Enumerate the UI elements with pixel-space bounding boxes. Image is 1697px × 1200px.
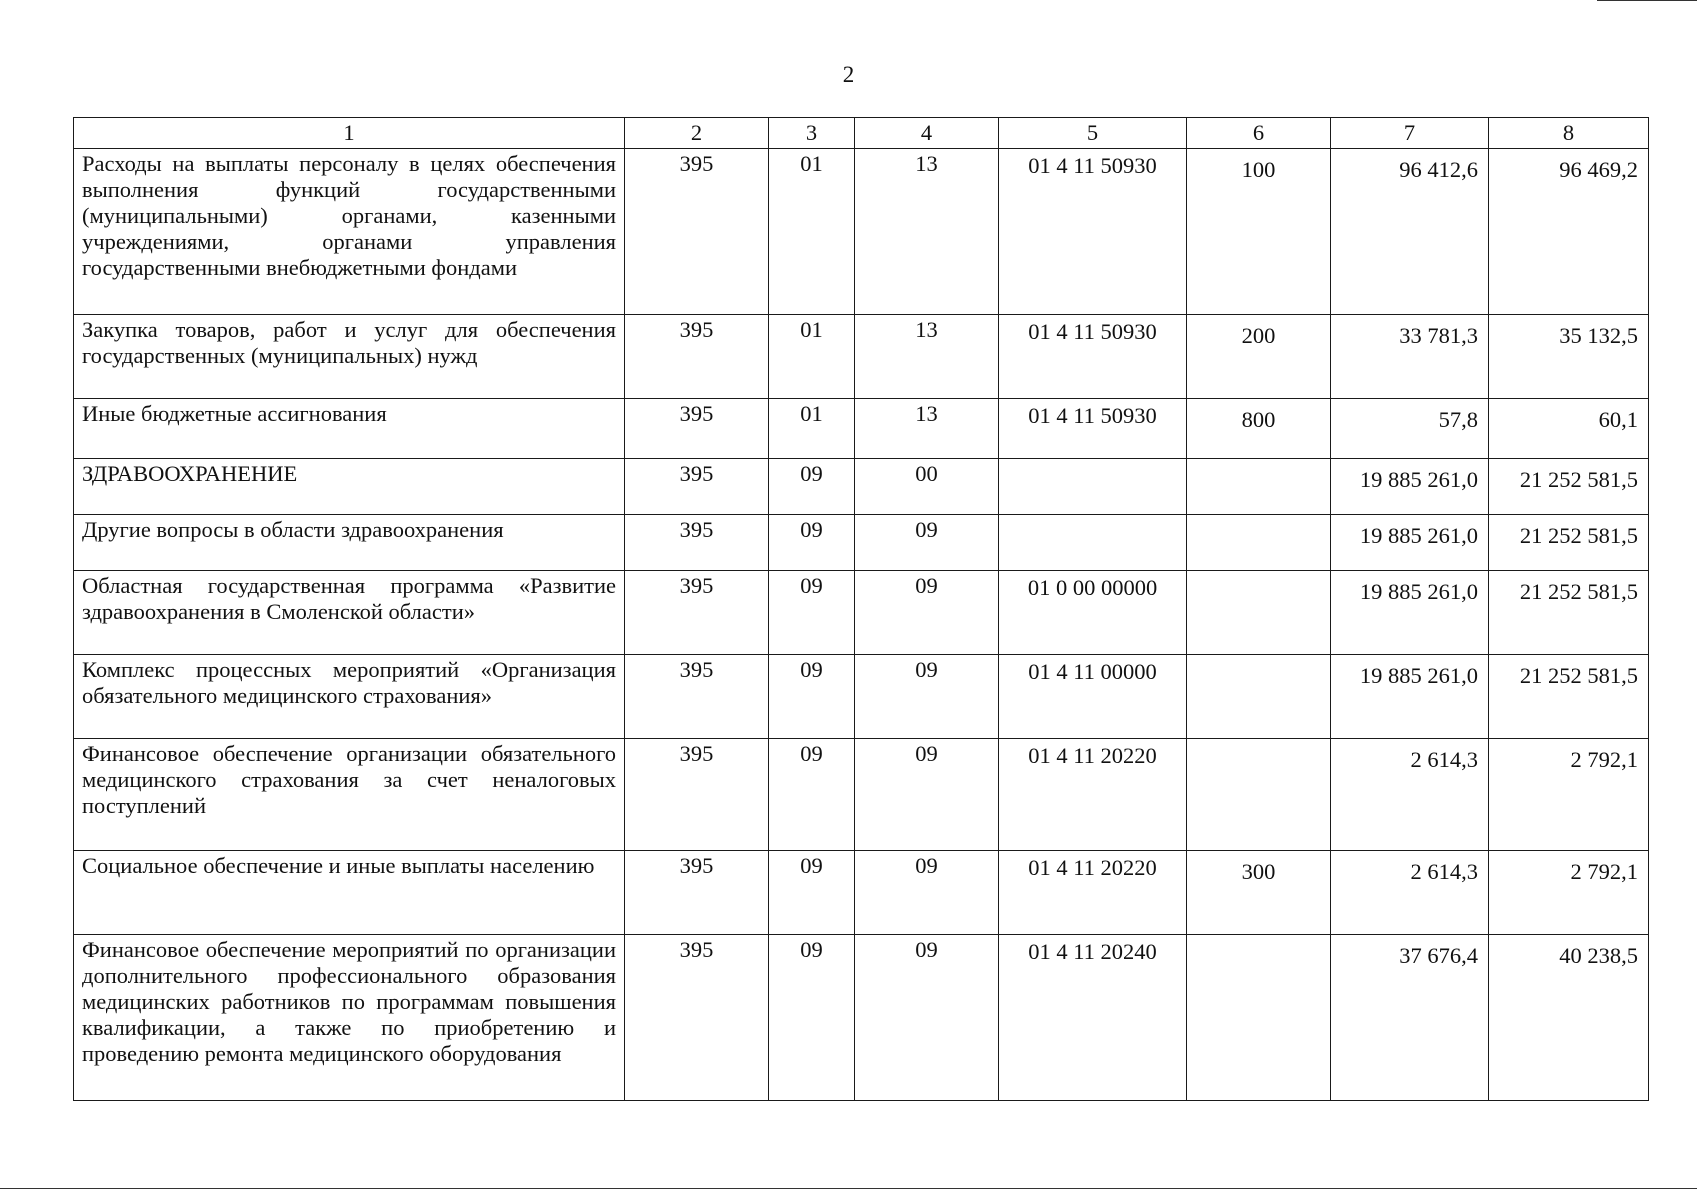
table-row <box>74 571 1649 655</box>
cell-section: 09 <box>769 571 855 655</box>
cell-grbs: 395 <box>625 739 769 851</box>
cell-grbs: 395 <box>625 459 769 515</box>
cell-grbs: 395 <box>625 515 769 571</box>
row-name: Финансовое обеспечение мероприятий по организации дополнительного профессионального образования медицинских работников по программам повышения квалификации, а также по приобретению и проведению ремонта медицинского оборудования <box>74 935 625 1101</box>
cell-target-article <box>999 515 1187 571</box>
row-name: ЗДРАВООХРАНЕНИЕ <box>74 459 625 515</box>
cell-subsection: 09 <box>855 571 999 655</box>
header-col-5: 5 <box>999 118 1187 149</box>
cell-target-article: 01 0 00 00000 <box>999 571 1187 655</box>
table-row <box>74 149 1649 315</box>
cell-grbs: 395 <box>625 935 769 1101</box>
row-name: Социальное обеспечение и иные выплаты населению <box>74 851 625 935</box>
cell-section: 09 <box>769 515 855 571</box>
cell-expense-type: 100 <box>1187 149 1331 315</box>
cell-subsection: 09 <box>855 655 999 739</box>
cell-subsection: 13 <box>855 315 999 399</box>
cell-section: 09 <box>769 459 855 515</box>
cell-grbs: 395 <box>625 149 769 315</box>
cell-target-article: 01 4 11 20220 <box>999 851 1187 935</box>
table-row <box>74 655 1649 739</box>
cell-section: 01 <box>769 399 855 459</box>
cell-sum-year-1: 2 614,3 <box>1331 851 1489 935</box>
cell-subsection: 09 <box>855 515 999 571</box>
cell-expense-type: 200 <box>1187 315 1331 399</box>
cell-subsection: 09 <box>855 935 999 1101</box>
cell-sum-year-2: 21 252 581,5 <box>1489 515 1649 571</box>
cell-sum-year-2: 96 469,2 <box>1489 149 1649 315</box>
header-col-6: 6 <box>1187 118 1331 149</box>
cell-subsection: 00 <box>855 459 999 515</box>
table-row <box>74 739 1649 851</box>
header-col-2: 2 <box>625 118 769 149</box>
table-row <box>74 459 1649 515</box>
cell-section: 01 <box>769 315 855 399</box>
cell-section: 09 <box>769 935 855 1101</box>
cell-expense-type <box>1187 515 1331 571</box>
cell-sum-year-2: 21 252 581,5 <box>1489 571 1649 655</box>
row-name: Закупка товаров, работ и услуг для обеспечения государственных (муниципальных) нужд <box>74 315 625 399</box>
cell-grbs: 395 <box>625 655 769 739</box>
cell-sum-year-2: 35 132,5 <box>1489 315 1649 399</box>
cell-sum-year-2: 21 252 581,5 <box>1489 459 1649 515</box>
cell-subsection: 13 <box>855 149 999 315</box>
cell-sum-year-1: 19 885 261,0 <box>1331 655 1489 739</box>
cell-target-article: 01 4 11 50930 <box>999 399 1187 459</box>
cell-section: 01 <box>769 149 855 315</box>
cell-target-article <box>999 459 1187 515</box>
table-row <box>74 399 1649 459</box>
row-name: Иные бюджетные ассигнования <box>74 399 625 459</box>
cell-expense-type <box>1187 655 1331 739</box>
header-col-3: 3 <box>769 118 855 149</box>
table-row <box>74 851 1649 935</box>
table-row <box>74 935 1649 1101</box>
cell-subsection: 09 <box>855 851 999 935</box>
corner-scan-line <box>1597 0 1697 1</box>
cell-sum-year-2: 21 252 581,5 <box>1489 655 1649 739</box>
header-col-4: 4 <box>855 118 999 149</box>
header-col-7: 7 <box>1331 118 1489 149</box>
cell-target-article: 01 4 11 00000 <box>999 655 1187 739</box>
cell-expense-type <box>1187 935 1331 1101</box>
cell-target-article: 01 4 11 50930 <box>999 149 1187 315</box>
cell-sum-year-1: 57,8 <box>1331 399 1489 459</box>
cell-sum-year-1: 96 412,6 <box>1331 149 1489 315</box>
row-name: Комплекс процессных мероприятий «Организация обязательного медицинского страхования» <box>74 655 625 739</box>
cell-sum-year-1: 19 885 261,0 <box>1331 571 1489 655</box>
cell-section: 09 <box>769 739 855 851</box>
cell-section: 09 <box>769 851 855 935</box>
cell-sum-year-1: 19 885 261,0 <box>1331 459 1489 515</box>
cell-grbs: 395 <box>625 399 769 459</box>
cell-target-article: 01 4 11 20240 <box>999 935 1187 1101</box>
cell-sum-year-1: 33 781,3 <box>1331 315 1489 399</box>
row-name: Расходы на выплаты персоналу в целях обеспечения выполнения функций государственными (муниципальными) органами, казенными учреждениями, органами управления государственными внебюджетными фондами <box>74 149 625 315</box>
cell-expense-type <box>1187 739 1331 851</box>
cell-grbs: 395 <box>625 315 769 399</box>
cell-target-article: 01 4 11 50930 <box>999 315 1187 399</box>
budget-table <box>73 117 1649 1101</box>
header-col-1: 1 <box>74 118 625 149</box>
row-name: Другие вопросы в области здравоохранения <box>74 515 625 571</box>
cell-target-article: 01 4 11 20220 <box>999 739 1187 851</box>
cell-sum-year-1: 37 676,4 <box>1331 935 1489 1101</box>
cell-subsection: 13 <box>855 399 999 459</box>
row-name: Финансовое обеспечение организации обязательного медицинского страхования за счет неналоговых поступлений <box>74 739 625 851</box>
cell-sum-year-1: 19 885 261,0 <box>1331 515 1489 571</box>
header-row <box>74 118 1649 149</box>
cell-sum-year-2: 40 238,5 <box>1489 935 1649 1101</box>
cell-sum-year-1: 2 614,3 <box>1331 739 1489 851</box>
footer-scan-line <box>0 1188 1697 1189</box>
row-name: Областная государственная программа «Развитие здравоохранения в Смоленской области» <box>74 571 625 655</box>
cell-section: 09 <box>769 655 855 739</box>
cell-sum-year-2: 2 792,1 <box>1489 739 1649 851</box>
cell-subsection: 09 <box>855 739 999 851</box>
cell-sum-year-2: 60,1 <box>1489 399 1649 459</box>
table-row <box>74 315 1649 399</box>
cell-expense-type: 300 <box>1187 851 1331 935</box>
cell-grbs: 395 <box>625 571 769 655</box>
cell-expense-type <box>1187 571 1331 655</box>
cell-grbs: 395 <box>625 851 769 935</box>
header-col-8: 8 <box>1489 118 1649 149</box>
table-row <box>74 515 1649 571</box>
cell-expense-type: 800 <box>1187 399 1331 459</box>
table-body <box>74 149 1649 1101</box>
cell-expense-type <box>1187 459 1331 515</box>
table-header <box>74 118 1649 149</box>
cell-sum-year-2: 2 792,1 <box>1489 851 1649 935</box>
page-number: 2 <box>842 62 855 87</box>
